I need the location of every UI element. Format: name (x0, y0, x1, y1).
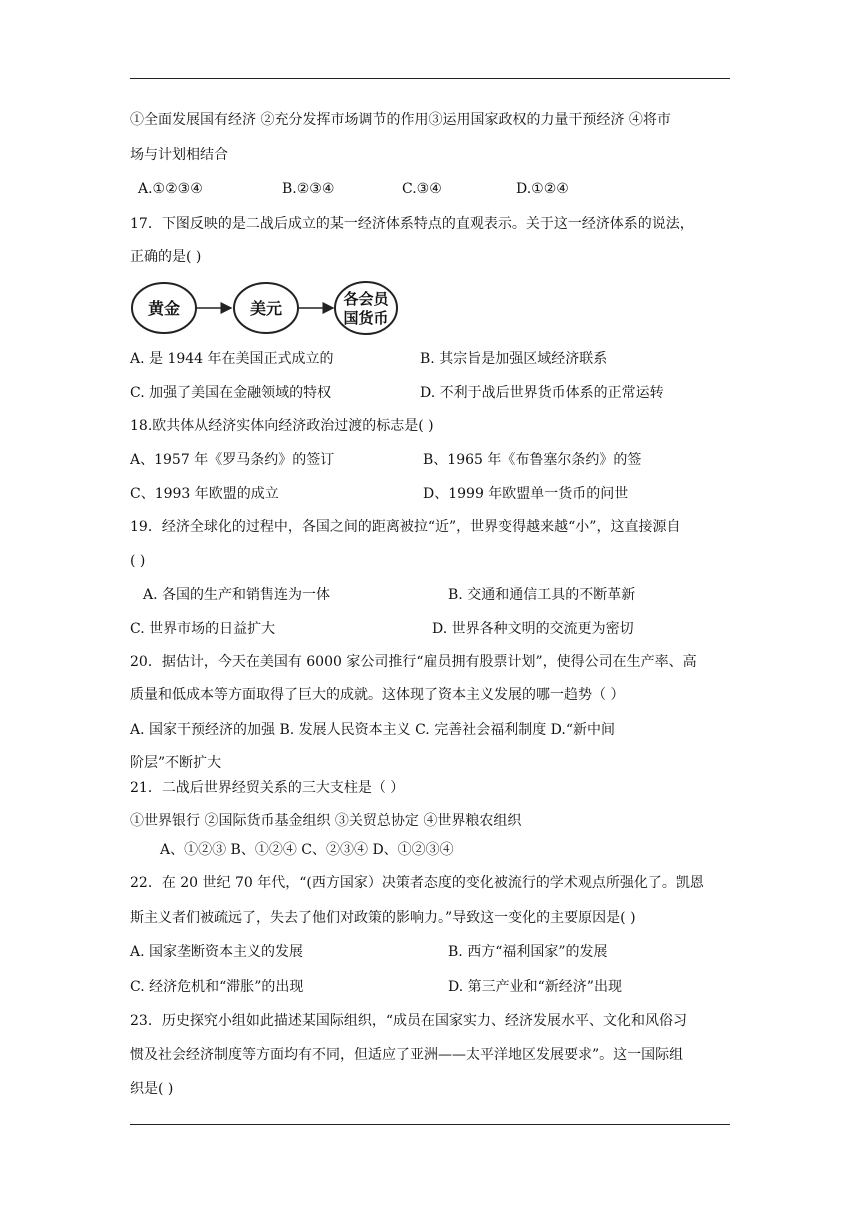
q23-line2: 惯及社会经济制度等方面均有不同，但适应了亚洲——太平洋地区发展要求”。这一国际组 (130, 1047, 684, 1063)
q22-option-c: C. 经济危机和“滞胀”的出现 (130, 979, 304, 995)
q21-options-line: A、①②③ B、①②④ C、②③④ D、①②③④ (160, 842, 454, 858)
q16-option-a: A.①②③④ (138, 181, 203, 197)
q16-line1: ①全面发展国有经济 ②充分发挥市场调节的作用③运用国家政权的力量干预经济 ④将市 (130, 112, 671, 128)
q19-option-b: B. 交通和通信工具的不断革新 (448, 587, 636, 603)
q19-line2: ( ) (130, 553, 146, 569)
q19-option-a: A. 各国的生产和销售连为一体 (143, 587, 331, 603)
q20-line2: 质量和低成本等方面取得了巨大的成就。这体现了资本主义发展的哪一趋势（ ） (130, 687, 625, 703)
q19-line1: 19．经济全球化的过程中，各国之间的距离被拉“近”，世界变得越来越“小”，这直接源自 (130, 519, 681, 535)
q17-option-d: D. 不利于战后世界货币体系的正常运转 (420, 385, 664, 401)
q23-line3: 织是( ) (130, 1081, 174, 1097)
q18-option-d: D、1999 年欧盟单一货币的问世 (423, 486, 629, 502)
q17-option-c: C. 加强了美国在金融领域的特权 (130, 385, 332, 401)
q21-line2: ①世界银行 ②国际货币基金组织 ③关贸总协定 ④世界粮农组织 (130, 813, 522, 829)
q18-option-b: B、1965 年《布鲁塞尔条约》的签 (423, 452, 642, 468)
header-rule (130, 78, 730, 79)
q16-option-b: B.②③④ (282, 181, 335, 197)
q18-line1: 18.欧共体从经济实体向经济政治过渡的标志是( ) (130, 418, 434, 434)
q18-option-a: A、1957 年《罗马条约》的签订 (130, 452, 335, 468)
footer-rule (130, 1124, 730, 1125)
q23-line1: 23．历史探究小组如此描述某国际组织，“成员在国家实力、经济发展水平、文化和风俗习 (130, 1013, 687, 1029)
q22-option-b: B. 西方“福利国家”的发展 (448, 944, 608, 960)
q16-option-c: C.③④ (402, 181, 442, 197)
q18-option-c: C、1993 年欧盟的成立 (130, 486, 279, 502)
q16-option-d: D.①②④ (516, 181, 569, 197)
q22-option-a: A. 国家垄断资本主义的发展 (130, 944, 304, 960)
q22-line2: 斯主义者们被疏远了，失去了他们对政策的影响力。”导致这一变化的主要原因是( ) (130, 910, 636, 926)
q19-option-d: D. 世界各种文明的交流更为密切 (432, 621, 634, 637)
gold-dollar-currency-diagram (130, 280, 400, 336)
member-currency-label-1: 各会员 (343, 290, 389, 308)
q17-option-b: B. 其宗旨是加强区域经济联系 (420, 351, 608, 367)
q20-options-line: A. 国家干预经济的加强 B. 发展人民资本主义 C. 完善社会福利制度 D.“新中间 (130, 722, 615, 738)
dollar-label: 美元 (249, 299, 283, 318)
q20-options-line2: 阶层”不断扩大 (130, 755, 222, 771)
q17-line2: 正确的是( ) (130, 249, 202, 265)
q16-line2: 场与计划相结合 (130, 147, 228, 163)
member-currency-label-2: 国货币 (343, 309, 389, 327)
q21-line1: 21．二战后世界经贸关系的三大支柱是（ ） (130, 780, 405, 796)
q17-option-a: A. 是 1944 年在美国正式成立的 (130, 351, 334, 367)
q17-line1: 17．下图反映的是二战后成立的某一经济体系特点的直观表示。关于这一经济体系的说法， (130, 216, 694, 232)
q22-line1: 22．在 20 世纪 70 年代，“(西方国家）决策者态度的变化被流行的学术观点所强化了。凯恩 (130, 875, 704, 891)
gold-label: 黄金 (147, 299, 181, 318)
q20-line1: 20．据估计，今天在美国有 6000 家公司推行“雇员拥有股票计划”，使得公司在生产率、高 (130, 654, 697, 670)
q22-option-d: D. 第三产业和“新经济”出现 (448, 979, 622, 995)
q19-option-c: C. 世界市场的日益扩大 (130, 621, 276, 637)
